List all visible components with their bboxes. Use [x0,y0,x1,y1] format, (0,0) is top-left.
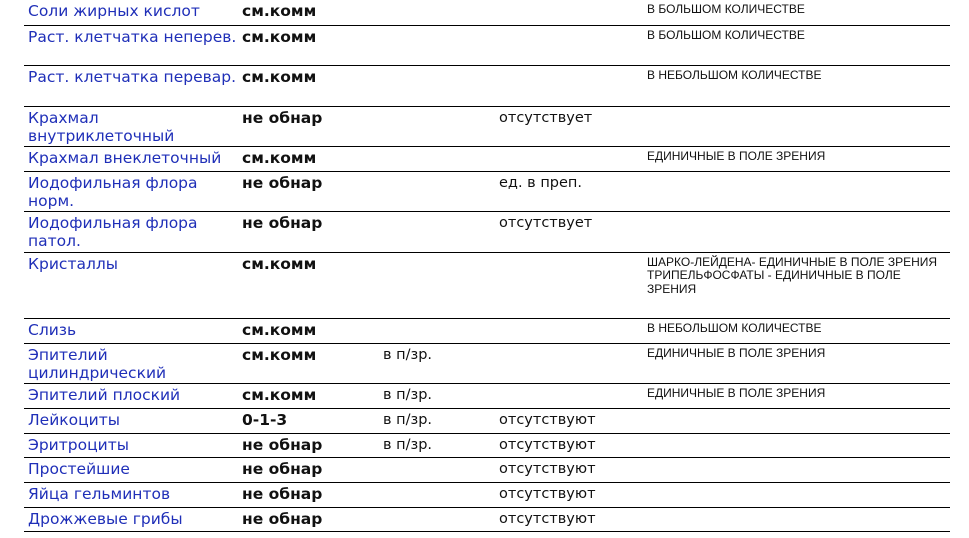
parameter-name-cell [24,343,242,383]
result-unit-cell [383,482,499,507]
table-row [24,0,950,25]
table-row [24,318,950,343]
comment-text: ЕДИНИЧНЫЕ В ПОЛЕ ЗРЕНИЯ [647,385,826,400]
comment-text [647,409,950,412]
result-value-cell [242,0,383,25]
table-row [24,482,950,507]
table-row [24,433,950,457]
parameter-name-cell [24,25,242,65]
reference-norm-cell [499,433,647,457]
result-value-cell [242,318,383,343]
table-row [24,343,950,383]
result-value: не обнар [242,213,323,232]
result-value-cell [242,146,383,171]
table-row [24,457,950,482]
result-value-cell [242,252,383,318]
result-unit [383,483,499,485]
comment-text [647,172,950,175]
comment-text-cell [647,343,950,383]
reference-norm-cell [499,252,647,318]
comment-text: ЕДИНИЧНЫЕ В ПОЛЕ ЗРЕНИЯ [647,345,826,360]
result-value: не обнар [242,509,323,528]
reference-norm [499,66,647,68]
comment-text-cell [647,211,950,252]
result-unit [383,172,499,174]
result-unit-cell [383,457,499,482]
reference-norm: отсутствуют [499,485,596,502]
comment-text: ЕДИНИЧНЫЕ В ПОЛЕ ЗРЕНИЯ [647,148,826,163]
parameter-name-cell [24,0,242,25]
result-unit-cell [383,433,499,457]
result-unit-cell [383,0,499,25]
result-unit [383,26,499,28]
comment-text: В БОЛЬШОМ КОЛИЧЕСТВЕ [647,27,805,42]
reference-norm: ед. в преп. [499,174,583,191]
table-row [24,211,950,252]
result-value-cell [242,383,383,408]
comment-text-cell [647,0,950,25]
parameter-name-cell [24,383,242,408]
comment-text-cell [647,457,950,482]
table-row [24,383,950,408]
reference-norm: отсутствует [499,109,593,126]
parameter-name-cell [24,211,242,252]
result-unit-cell [383,171,499,211]
parameter-name: Крахмал внеклеточный [28,148,222,167]
parameter-name: Эпителий плоский [28,385,181,404]
parameter-name: Крахмал внутриклеточный [28,108,175,145]
parameter-name-cell [24,433,242,457]
parameter-name: Яйца гельминтов [28,484,171,503]
table-row [24,171,950,211]
table-row [24,408,950,433]
result-value: см.комм [242,385,317,404]
comment-text-cell [647,25,950,65]
result-unit [383,253,499,255]
result-value-cell [242,482,383,507]
result-unit-cell [383,408,499,433]
parameter-name-cell [24,408,242,433]
comment-text-cell [647,383,950,408]
reference-norm: отсутствуют [499,436,596,453]
result-unit-cell [383,146,499,171]
result-value: см.комм [242,27,317,46]
comment-text [647,107,950,110]
result-unit-cell [383,343,499,383]
result-unit-cell [383,507,499,531]
table-row [24,507,950,531]
result-unit [383,0,499,2]
parameter-name: Кристаллы [28,254,119,273]
result-unit: в п/зр. [383,346,433,363]
result-value-cell [242,211,383,252]
result-value: не обнар [242,484,323,503]
parameter-name: Раст. клетчатка перевар. [28,67,237,86]
comment-text-cell [647,106,950,146]
result-value: см.комм [242,148,317,167]
result-unit [383,66,499,68]
reference-norm-cell [499,65,647,106]
comment-text-cell [647,65,950,106]
result-unit-cell [383,65,499,106]
result-unit-cell [383,106,499,146]
parameter-name: Иодофильная флора норм. [28,173,198,210]
result-unit: в п/зр. [383,436,433,453]
comment-text-cell [647,252,950,318]
result-value-cell [242,433,383,457]
result-value: см.комм [242,67,317,86]
comment-text-cell [647,433,950,457]
result-value: не обнар [242,173,323,192]
results-table-body [24,0,950,531]
reference-norm [499,344,647,346]
parameter-name-cell [24,146,242,171]
table-row [24,106,950,146]
parameter-name: Слизь [28,320,77,339]
reference-norm-cell [499,171,647,211]
result-unit [383,107,499,109]
parameter-name-cell [24,65,242,106]
result-unit [383,147,499,149]
reference-norm [499,253,647,255]
table-row [24,25,950,65]
reference-norm: отсутствуют [499,510,596,527]
reference-norm: отсутствует [499,214,593,231]
table-row [24,146,950,171]
results-table [24,0,950,532]
reference-norm: отсутствуют [499,411,596,428]
reference-norm: отсутствуют [499,460,596,477]
reference-norm-cell [499,0,647,25]
result-unit: в п/зр. [383,411,433,428]
parameter-name: Эритроциты [28,435,129,454]
result-unit [383,458,499,460]
result-value: см.комм [242,254,317,273]
parameter-name-cell [24,507,242,531]
reference-norm [499,147,647,149]
result-value: см.комм [242,345,317,364]
result-unit-cell [383,318,499,343]
reference-norm-cell [499,457,647,482]
parameter-name: Эпителий цилиндрический [28,345,167,382]
result-value-cell [242,507,383,531]
parameter-name-cell [24,252,242,318]
comment-text [647,458,950,461]
comment-text: ШАРКО-ЛЕЙДЕНА- ЕДИНИЧНЫЕ В ПОЛЕ ЗРЕНИЯ ТРИПЕЛЬФОСФАТЫ - ЕДИНИЧНЫЕ В ПОЛЕ ЗРЕНИЯ [647,254,938,296]
parameter-name: Соли жирных кислот [28,2,200,20]
reference-norm-cell [499,343,647,383]
comment-text [647,434,950,437]
comment-text [647,483,950,486]
comment-text-cell [647,146,950,171]
result-unit-cell [383,25,499,65]
parameter-name-cell [24,106,242,146]
reference-norm-cell [499,507,647,531]
result-value-cell [242,65,383,106]
reference-norm [499,26,647,28]
result-value-cell [242,171,383,211]
result-unit-cell [383,211,499,252]
reference-norm-cell [499,211,647,252]
parameter-name: Дрожжевые грибы [28,509,183,528]
result-value-cell [242,106,383,146]
comment-text-cell [647,171,950,211]
reference-norm [499,384,647,386]
parameter-name-cell [24,171,242,211]
result-value-cell [242,343,383,383]
table-row [24,252,950,318]
parameter-name: Простейшие [28,459,130,478]
result-unit: в п/зр. [383,386,433,403]
reference-norm-cell [499,25,647,65]
reference-norm [499,319,647,321]
result-unit [383,319,499,321]
reference-norm-cell [499,408,647,433]
result-value: не обнар [242,108,323,127]
page-footer [24,531,950,537]
parameter-name: Раст. клетчатка неперев. [28,27,237,46]
result-unit-cell [383,383,499,408]
comment-text [647,212,950,215]
comment-text-cell [647,318,950,343]
result-value-cell [242,25,383,65]
result-unit [383,508,499,510]
result-unit [383,212,499,214]
comment-text: В НЕБОЛЬШОМ КОЛИЧЕСТВЕ [647,67,822,82]
result-value: не обнар [242,459,323,478]
comment-text-cell [647,482,950,507]
reference-norm-cell [499,106,647,146]
reference-norm-cell [499,318,647,343]
result-value: см.комм [242,320,317,339]
comment-text-cell [647,408,950,433]
result-value: не обнар [242,435,323,454]
result-unit-cell [383,252,499,318]
comment-text: В НЕБОЛЬШОМ КОЛИЧЕСТВЕ [647,320,822,335]
result-value: см.комм [242,2,317,20]
result-value: 0-1-3 [242,410,288,429]
reference-norm-cell [499,146,647,171]
reference-norm-cell [499,482,647,507]
reference-norm [499,0,647,2]
parameter-name-cell [24,457,242,482]
parameter-name-cell [24,482,242,507]
comment-text: В БОЛЬШОМ КОЛИЧЕСТВЕ [647,2,805,16]
result-value-cell [242,457,383,482]
parameter-name-cell [24,318,242,343]
reference-norm-cell [499,383,647,408]
result-value-cell [242,408,383,433]
comment-text [647,508,950,511]
table-row [24,65,950,106]
parameter-name: Иодофильная флора патол. [28,213,198,250]
comment-text-cell [647,507,950,531]
parameter-name: Лейкоциты [28,410,121,429]
